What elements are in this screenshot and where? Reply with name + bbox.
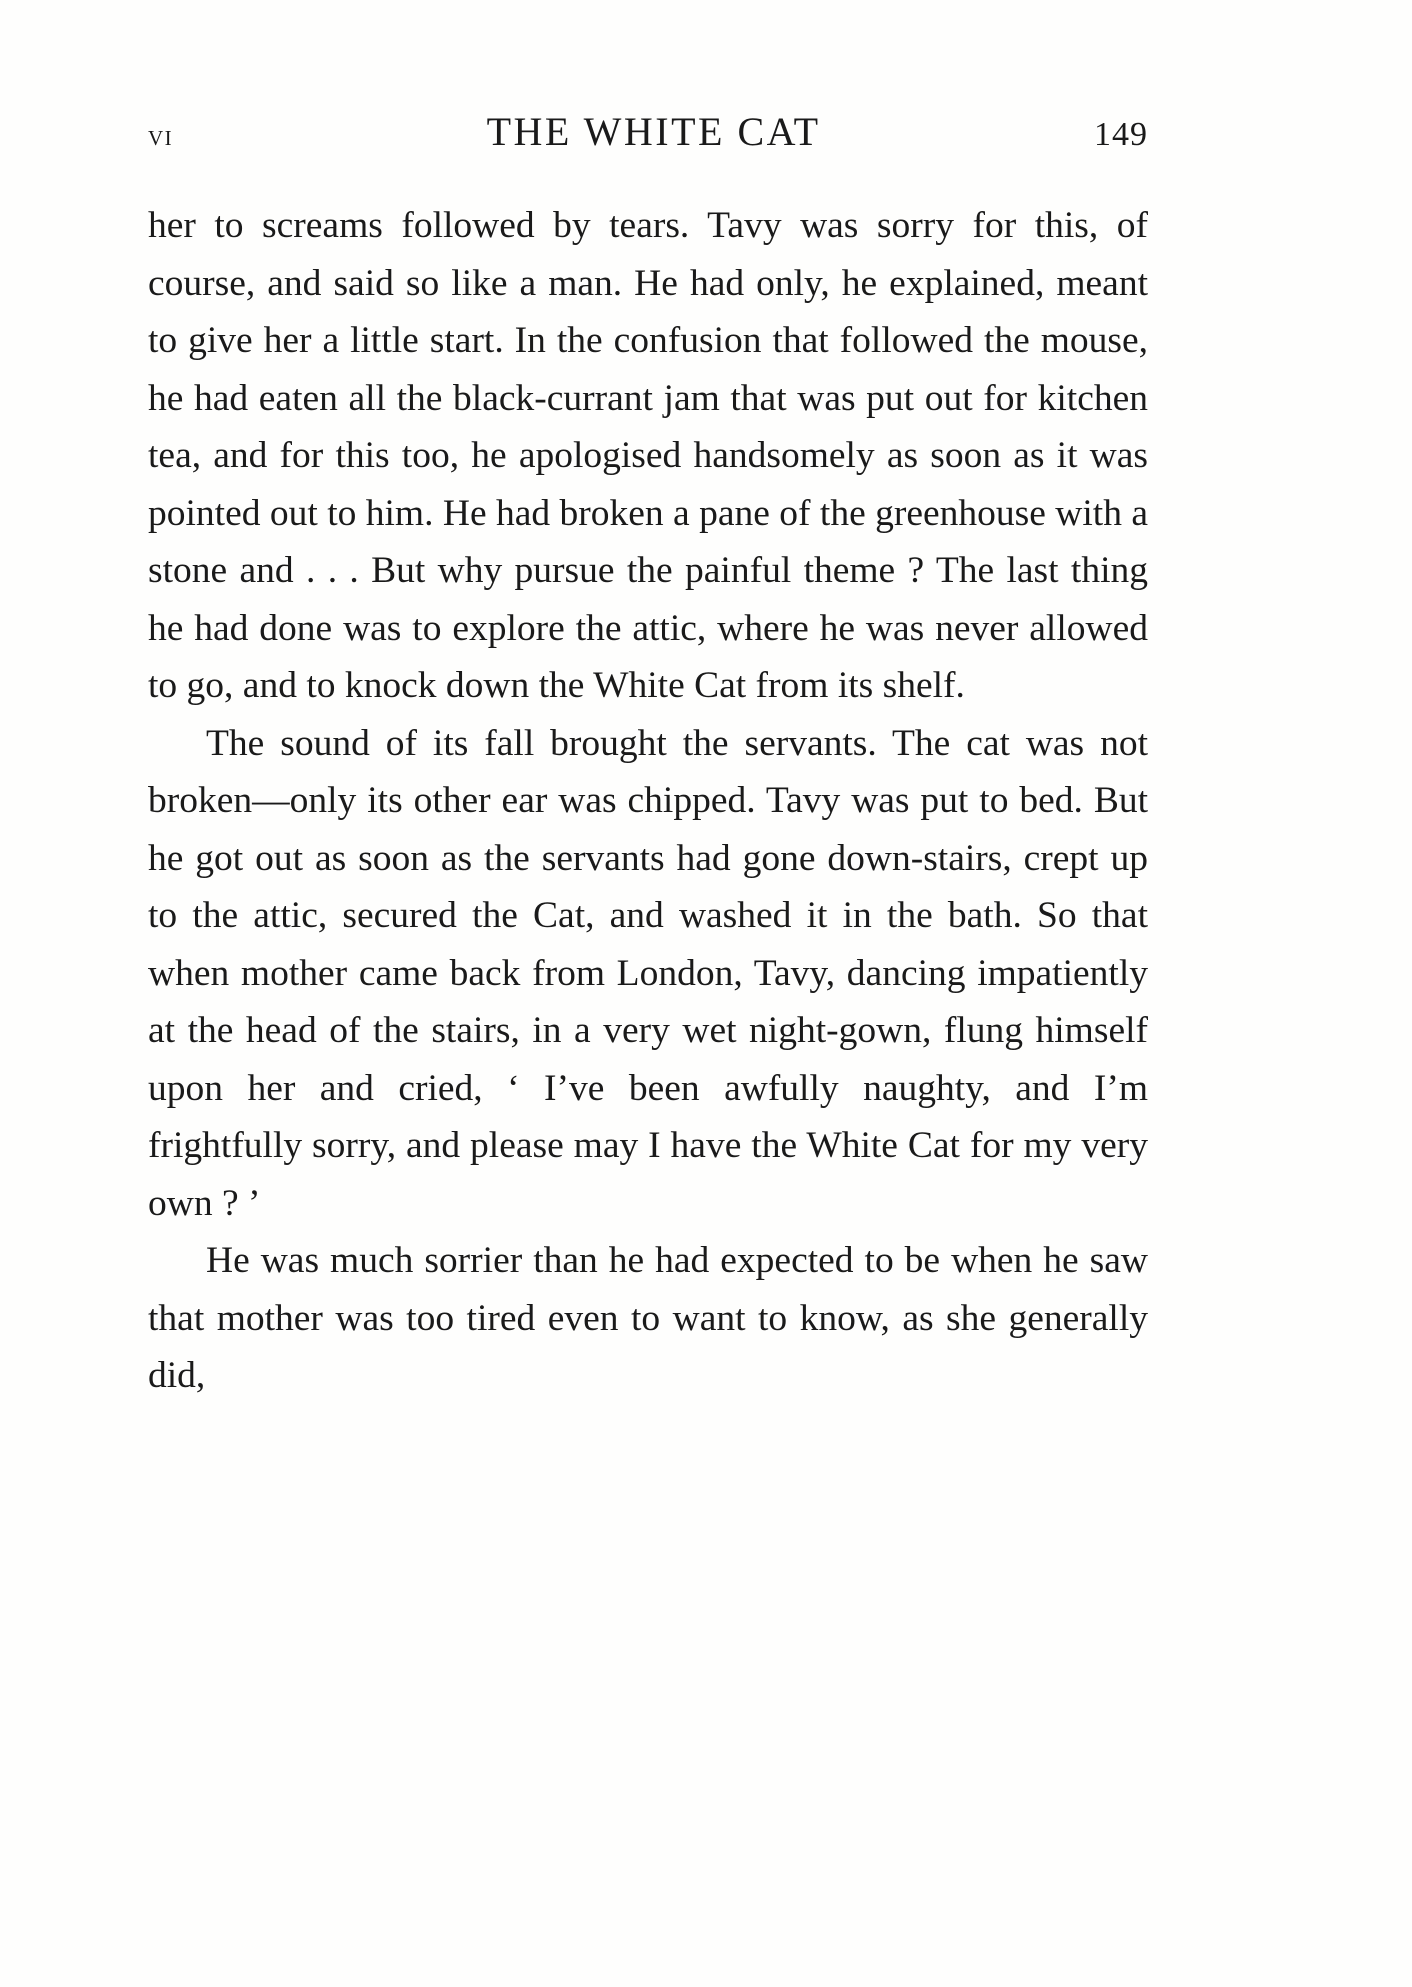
chapter-numeral: vi — [148, 119, 174, 152]
page-number: 149 — [1093, 116, 1148, 153]
paragraph: He was much sorrier than he had expected to be when he saw that mother was too tired even to want to know, as she generally did, — [148, 1240, 1148, 1396]
body-text — [148, 197, 1148, 1405]
running-head — [148, 108, 1148, 155]
page-content — [148, 108, 1148, 1405]
paragraph: The sound of its fall brought the servants. The cat was not broken—only its other ear was chipped. Tavy was put to bed. But he got out as soon as the servants had gone down-stairs, crept up to the attic, secured the Cat, and washed it in the bath. So that when mother came back from London, Tavy, dancing impatiently at the head of the stairs, in a very wet night-gown, flung himself upon her and cried, ‘ I’ve been awfully naughty, and I’m frightfully sorry, and please may I have the White Cat for my very own ? ’ — [148, 722, 1148, 1224]
paragraph: her to screams followed by tears. Tavy was sorry for this, of course, and said so like a man. He had only, he explained, meant to give her a little start. In the confusion that followed the mouse, he had eaten all the black-currant jam that was put out for kitchen tea, and for this too, he apologised handsomely as soon as it was pointed out to him. He had broken a pane of the greenhouse with a stone and . . . But why pursue the painful theme ? The last thing he had done was to explore the attic, where he was never allowed to go, and to knock down the White Cat from its shelf. — [148, 205, 1148, 706]
page-title: THE WHITE CAT — [486, 109, 821, 154]
